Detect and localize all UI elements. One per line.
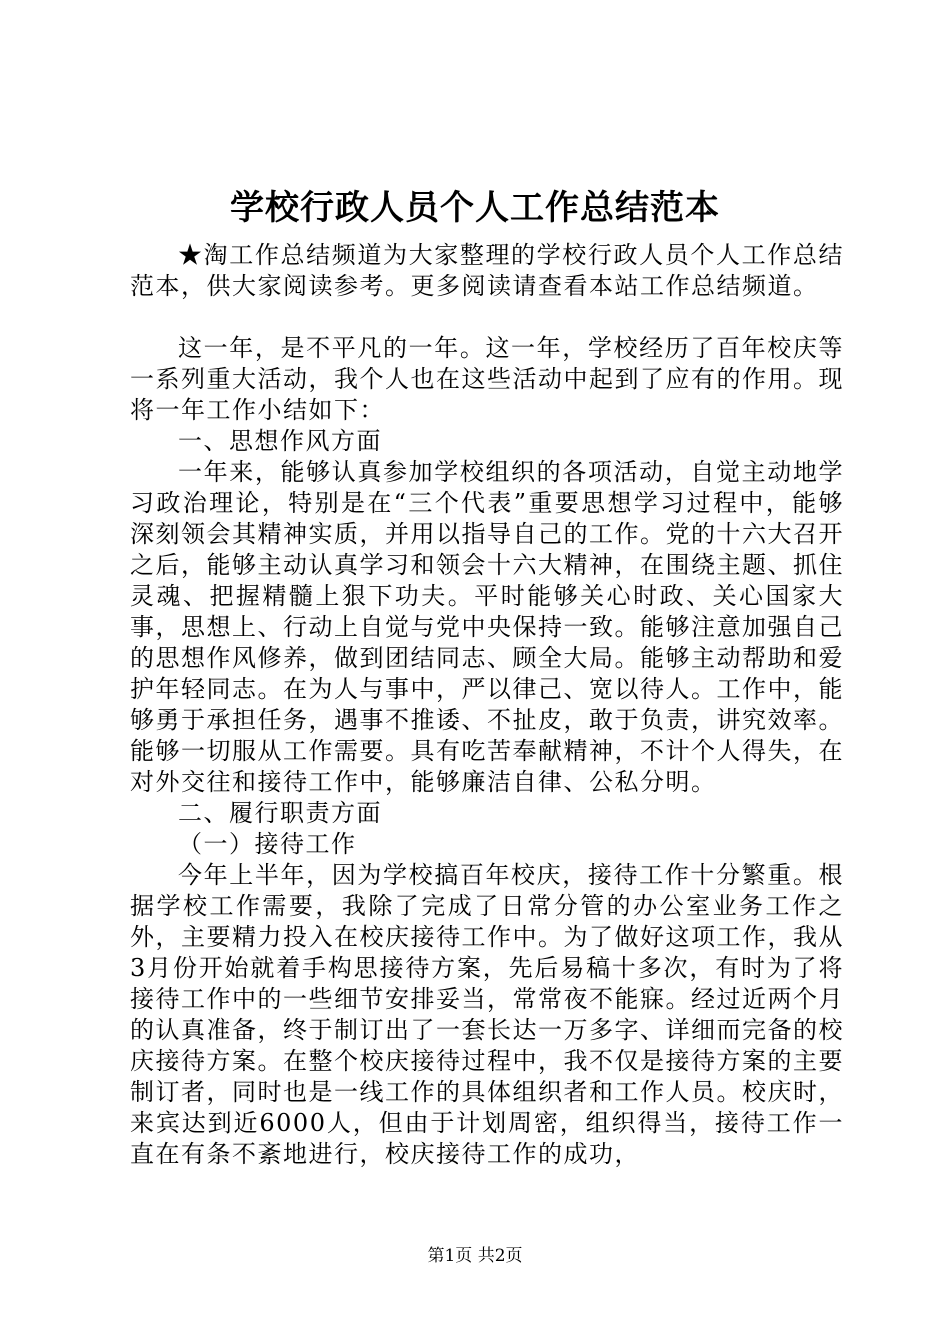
body-paragraph: 一年来，能够认真参加学校组织的各项活动，自觉主动地学习政治理论，特别是在“三个代表”重要思想学习过程中，能够深刻领会其精神实质，并用以指导自己的工作。党的十六大召开之后，能够主动认真学习和领会十六大精神，在围绕主题、抓住灵魂、把握精髓上狠下功夫。平时能够关心时政、关心国家大事，思想上、行动上自觉与党中央保持一致。能够注意加强自己的思想作风修养，做到团结同志、顾全大局。能够主动帮助和爱护年轻同志。在为人与事中，严以律己、宽以待人。工作中，能够勇于承担任务，遇事不推诿、不扯皮，敢于负责，讲究效率。能够一切服从工作需要。具有吃苦奉献精神，不计个人得失，在对外交往和接待工作中，能够廉洁自律、公私分明。 bbox=[130, 458, 844, 796]
section-heading: 一、思想作风方面 bbox=[178, 427, 382, 455]
document-title: 学校行政人员个人工作总结范本 bbox=[230, 188, 720, 228]
subsection-heading: （一）接待工作 bbox=[178, 830, 357, 858]
section-heading: 二、履行职责方面 bbox=[178, 799, 382, 827]
document-body bbox=[130, 240, 844, 1170]
page-footer: 第1页 共2页 bbox=[427, 1246, 523, 1266]
body-paragraph: 这一年，是不平凡的一年。这一年，学校经历了百年校庆等一系列重大活动，我个人也在这些活动中起到了应有的作用。现将一年工作小结如下： bbox=[130, 334, 844, 424]
body-paragraph: 今年上半年，因为学校搞百年校庆，接待工作十分繁重。根据学校工作需要，我除了完成了日常分管的办公室业务工作之外，主要精力投入在校庆接待工作中。为了做好这项工作，我从3月份开始就着手构思接待方案，先后易稿十多次，有时为了将接待工作中的一些细节安排妥当，常常夜不能寐。经过近两个月的认真准备，终于制订出了一套长达一万多字、详细而完备的校庆接待方案。在整个校庆接待过程中，我不仅是接待方案的主要制订者，同时也是一线工作的具体组织者和工作人员。校庆时，来宾达到近6000人，但由于计划周密，组织得当，接待工作一直在有条不紊地进行，校庆接待工作的成功， bbox=[130, 861, 844, 1168]
intro-paragraph: ★淘工作总结频道为大家整理的学校行政人员个人工作总结范本，供大家阅读参考。更多阅读请查看本站工作总结频道。 bbox=[130, 241, 844, 300]
